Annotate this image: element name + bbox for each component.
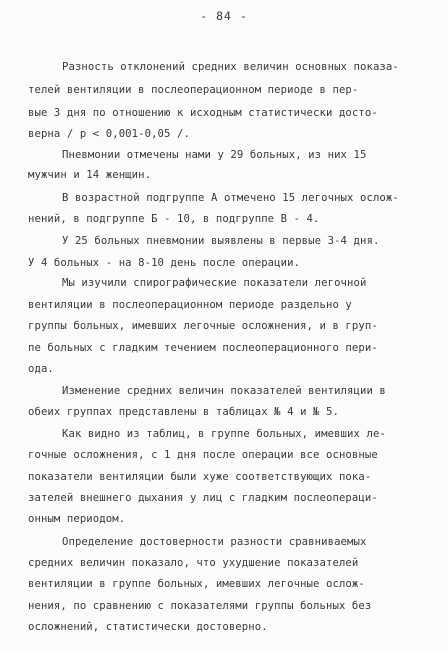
- text-line: верна / р < 0,001-0,05 /.: [28, 128, 190, 140]
- text-line: осложнений, статистически достоверно.: [28, 621, 268, 633]
- text-line: В возрастной подгруппе А отмечено 15 легочных ослож-: [62, 192, 399, 204]
- text-line: ода.: [28, 363, 54, 375]
- text-line: Изменение средних величин показателей вентиляции в: [62, 385, 386, 397]
- text-line: показатели вентиляции были хуже соответствующих пока-: [28, 471, 372, 483]
- text-line: пе больных с гладким течением послеоперационного пери-: [28, 342, 378, 354]
- text-line: обеих группах представлены в таблицах № 4 и № 5.: [28, 406, 339, 418]
- text-line: Определение достоверности разности сравниваемых: [62, 536, 367, 548]
- text-line: гочные осложнения, с 1 дня после операции все основные: [28, 449, 378, 461]
- text-line: Разность отклонений средних величин основных показа-: [62, 61, 399, 73]
- text-line: нений, в подгруппе Б - 10, в подгруппе В - 4.: [28, 213, 320, 225]
- text-line: группы больных, имевших легочные осложнения, и в груп-: [28, 320, 378, 332]
- text-line: нения, по сравнению с показателями группы больных без: [28, 600, 372, 612]
- text-line: средних величин показало, что ухудшение показателей: [28, 557, 359, 569]
- text-line: вентиляции в группе больных, имевших легочные ослож-: [28, 578, 365, 590]
- text-line: Мы изучили спирографические показатели легочной: [62, 277, 367, 289]
- text-line: вентиляции в послеоперационном периоде раздельно у: [28, 299, 352, 311]
- text-line: Как видно из таблиц, в группе больных, имевших ле-: [62, 428, 386, 440]
- text-line: телей вентиляции в послеоперационном периоде в пер-: [28, 84, 359, 96]
- text-line: Пневмонии отмечены нами у 29 больных, из них 15: [62, 149, 367, 161]
- text-line: зателей внешнего дыхания у лиц с гладким послеопераци-: [28, 492, 378, 504]
- text-line: мужчин и 14 женщин.: [28, 169, 152, 181]
- text-line: У 4 больных - на 8-10 день после операции.: [28, 257, 301, 269]
- text-line: онным периодом.: [28, 513, 126, 525]
- page-number: - 84 -: [200, 9, 248, 23]
- text-line: У 25 больных пневмонии выявлены в первые 3-4 дня.: [62, 235, 380, 247]
- text-line: вые 3 дня по отношению к исходным статистически досто-: [28, 107, 378, 119]
